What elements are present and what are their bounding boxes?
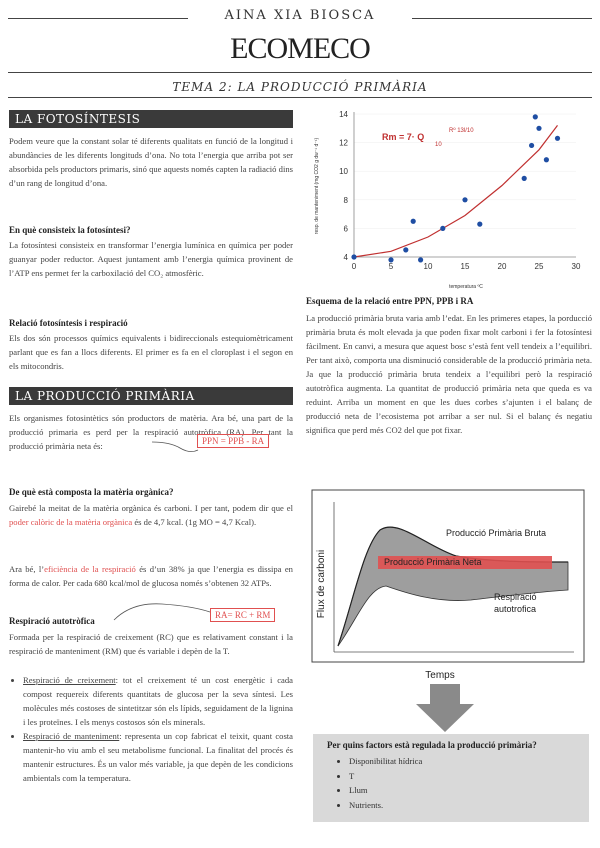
- factor-item: • Disponibilitat hídrica: [349, 754, 575, 769]
- x-tick-label: 15: [460, 262, 470, 271]
- data-point: [544, 157, 549, 162]
- data-point: [555, 136, 560, 141]
- fit-curve: [354, 125, 558, 257]
- flux-y-label: Flux de carboni: [316, 549, 327, 619]
- data-point: [411, 219, 416, 224]
- photosynthesis-respiration-text: Els dos són processos químics equivalents i bidireccionals estequiomètricament parlant que es fan a llocs diferents. El primer es fa en el cloroplast i el segon en els mitocondris.: [9, 333, 293, 371]
- heading-autotrophic-respiration: Respiració autotròfica: [9, 616, 95, 626]
- heading-organic-matter: De què està composta la matèria orgànica?: [9, 487, 174, 497]
- x-tick-label: 0: [351, 262, 357, 271]
- label-ppb: Producció Primària Bruta: [446, 528, 547, 538]
- flux-x-label: Temps: [425, 670, 455, 680]
- factor-item: • T: [349, 769, 575, 784]
- equation-label: Rm = 7· Q: [382, 132, 425, 142]
- down-arrow-icon: [414, 684, 476, 734]
- organic-matter-text: Gairebé la meitat de la matèria orgànica és carboni. I per tant, podem dir que el poder calòric de la matèria orgànica és de 4,7 kcal. (1g MO = 4,7 Kcal).: [9, 503, 293, 527]
- data-point: [388, 257, 393, 262]
- caloric-power-highlight: poder calòric de la matèria orgànica: [9, 517, 133, 527]
- data-point: [536, 126, 541, 131]
- x-axis-label: temperatura ºC: [449, 284, 483, 290]
- x-tick-label: 5: [388, 262, 394, 271]
- formula-ra: RA= RC + RM: [210, 608, 275, 622]
- respiration-types-list: [9, 673, 293, 785]
- y-axis-label: resp. de manteniment (mg CO2 g dw⁻¹ d⁻¹): [314, 137, 320, 235]
- equation-subscript: 10: [435, 142, 442, 148]
- data-point: [522, 176, 527, 181]
- annotation-label: Rº 13l/10: [449, 128, 474, 134]
- x-tick-label: 30: [571, 262, 581, 271]
- factors-question: Per quins factors està regulada la producció primària?: [327, 740, 537, 750]
- formula-ppn: PPN = PPB - RA: [197, 434, 269, 448]
- y-tick-label: 14: [339, 110, 348, 119]
- data-point: [529, 143, 534, 148]
- header-rule-left: [8, 18, 188, 19]
- ra-connector: [112, 600, 212, 622]
- data-point: [477, 222, 482, 227]
- document-subtitle: TEMA 2: LA PRODUCCIÓ PRIMÀRIA: [172, 80, 428, 94]
- title-rule: [8, 72, 592, 73]
- section-heading-fotosintesi: LA FOTOSÍNTESIS: [9, 110, 293, 128]
- carbon-flux-chart: [306, 488, 596, 680]
- photosynthesis-definition: La fotosíntesi consisteix en transformar l’energia lumínica en química per poder guanyar poder reductor. Aquest juntament amb l’energia química provinent de l’ATP ens permet fer la carboxilació del CO₂ atmosfèric.: [9, 240, 293, 278]
- section-heading-produccio: LA PRODUCCIÓ PRIMÀRIA: [9, 387, 293, 405]
- autotrophic-respiration-text: Formada per la respiració de creixement (RC) que es relativament constant i la respiració de manteniment (RM) que és variable i depèn de la T.: [9, 632, 293, 656]
- y-tick-label: 8: [343, 195, 348, 205]
- respiration-efficiency-text: Ara bé, l’eficiència de la respiració és d’un 38% ja que l’energia es dissipa en forma de calor. Per cada 680 kcal/mol de glucosa només s’obtenen 32 ATPs.: [9, 564, 293, 588]
- author-name: AINA XIA BIOSCA: [224, 8, 376, 23]
- list-item-growth-respiration: • Respiració de creixement: tot el creixement té un cost energètic i cada compost requereix diferents quantitats de glucosa per la seva síntesi. Les molècules més costoses de sintetitzar són els lípids, seguidament de la lignina i les proteïnes. I els menys costosos són els minerals.: [23, 673, 293, 729]
- heading-what-is-photosynthesis: En què consisteix la fotosíntesi?: [9, 225, 131, 235]
- data-point: [403, 247, 408, 252]
- data-point: [533, 114, 538, 119]
- scatter-caption: Esquema de la relació entre PPN, PPB i RA: [306, 296, 474, 306]
- factor-item: • Nutrients.: [349, 798, 575, 813]
- header-rule-right: [412, 18, 592, 19]
- maintenance-respiration-scatter-chart: [306, 102, 594, 294]
- data-point: [462, 197, 467, 202]
- list-item-maintenance-respiration: • Respiració de manteniment: representa un cop fabricat el teixit, quant costa mantenir-ho viu amb el seu metabolisme funcional. La finalitat del procés és mantenir estructures. És un valor més variable, ja que depèn de les condicions ambientals com la temperatura.: [23, 729, 293, 785]
- label-ra-line1: Respiració: [494, 592, 537, 602]
- y-tick-label: 12: [339, 138, 348, 148]
- heading-photosynthesis-respiration: Relació fotosíntesis i respiració: [9, 318, 128, 328]
- y-tick-label: 10: [339, 167, 348, 177]
- document-title: ECOMECO: [230, 32, 370, 65]
- label-ra-line2: autotrofica: [494, 604, 537, 614]
- data-point: [440, 226, 445, 231]
- y-tick-label: 6: [343, 224, 348, 234]
- ppn-connector: [150, 440, 200, 456]
- ppb-age-explanation: La producció primària bruta varia amb l’edat. En les primeres etapes, la porducció primària bruta és molt elevada ja que poden fixar molt carboni i fer la fotosíntesi fàcilment. En canvi, a mesura que aquest bosc s’està fent vell tendeix a l’equilibri. Per tant això, comporta una disminució considerable de la producció primària neta. Ja que la producció primària bruta tendeix a l’equilibri però la respiració autotròfica augmenta. La quantitat de producció primària neta que queda es va reduint. Arriba un moment en que les dues corbes s’ajunten i el balanç de producció neta de l’ecosistema pot arribar a ser nul. Si el balanç és negatiu significa que perd més CO2 del que pot fixar.: [306, 313, 592, 435]
- produccio-intro: Els organismes fotosintètics són productors de matèria. Ara bé, una part de la producció primaria es perd per la respiració autotròfica (RA). Per tant la producció primària neta és:: [9, 413, 293, 451]
- x-tick-label: 25: [534, 262, 544, 271]
- y-tick-label: 4: [343, 253, 348, 262]
- factors-box: [313, 734, 589, 822]
- subtitle-rule: [8, 97, 592, 98]
- x-tick-label: 10: [423, 262, 433, 271]
- data-point: [418, 257, 423, 262]
- label-ppn: Producció Primària Neta: [384, 557, 482, 567]
- fotosintesi-intro: Podem veure que la constant solar té diferents qualitats en funció de la longitud i abundàncies de les diferents longituds d’ona. No tota l’energia que arriba pot ser absorbida pels productors primaris, sinó que aquests només capten la radiació dins d’un rang de longitud d’ona.: [9, 136, 293, 188]
- respiration-efficiency-highlight: eficiència de la respiració: [44, 564, 136, 574]
- data-point: [351, 254, 356, 259]
- factor-item: • Llum: [349, 783, 575, 798]
- factors-list: [327, 754, 575, 812]
- x-tick-label: 20: [497, 262, 507, 271]
